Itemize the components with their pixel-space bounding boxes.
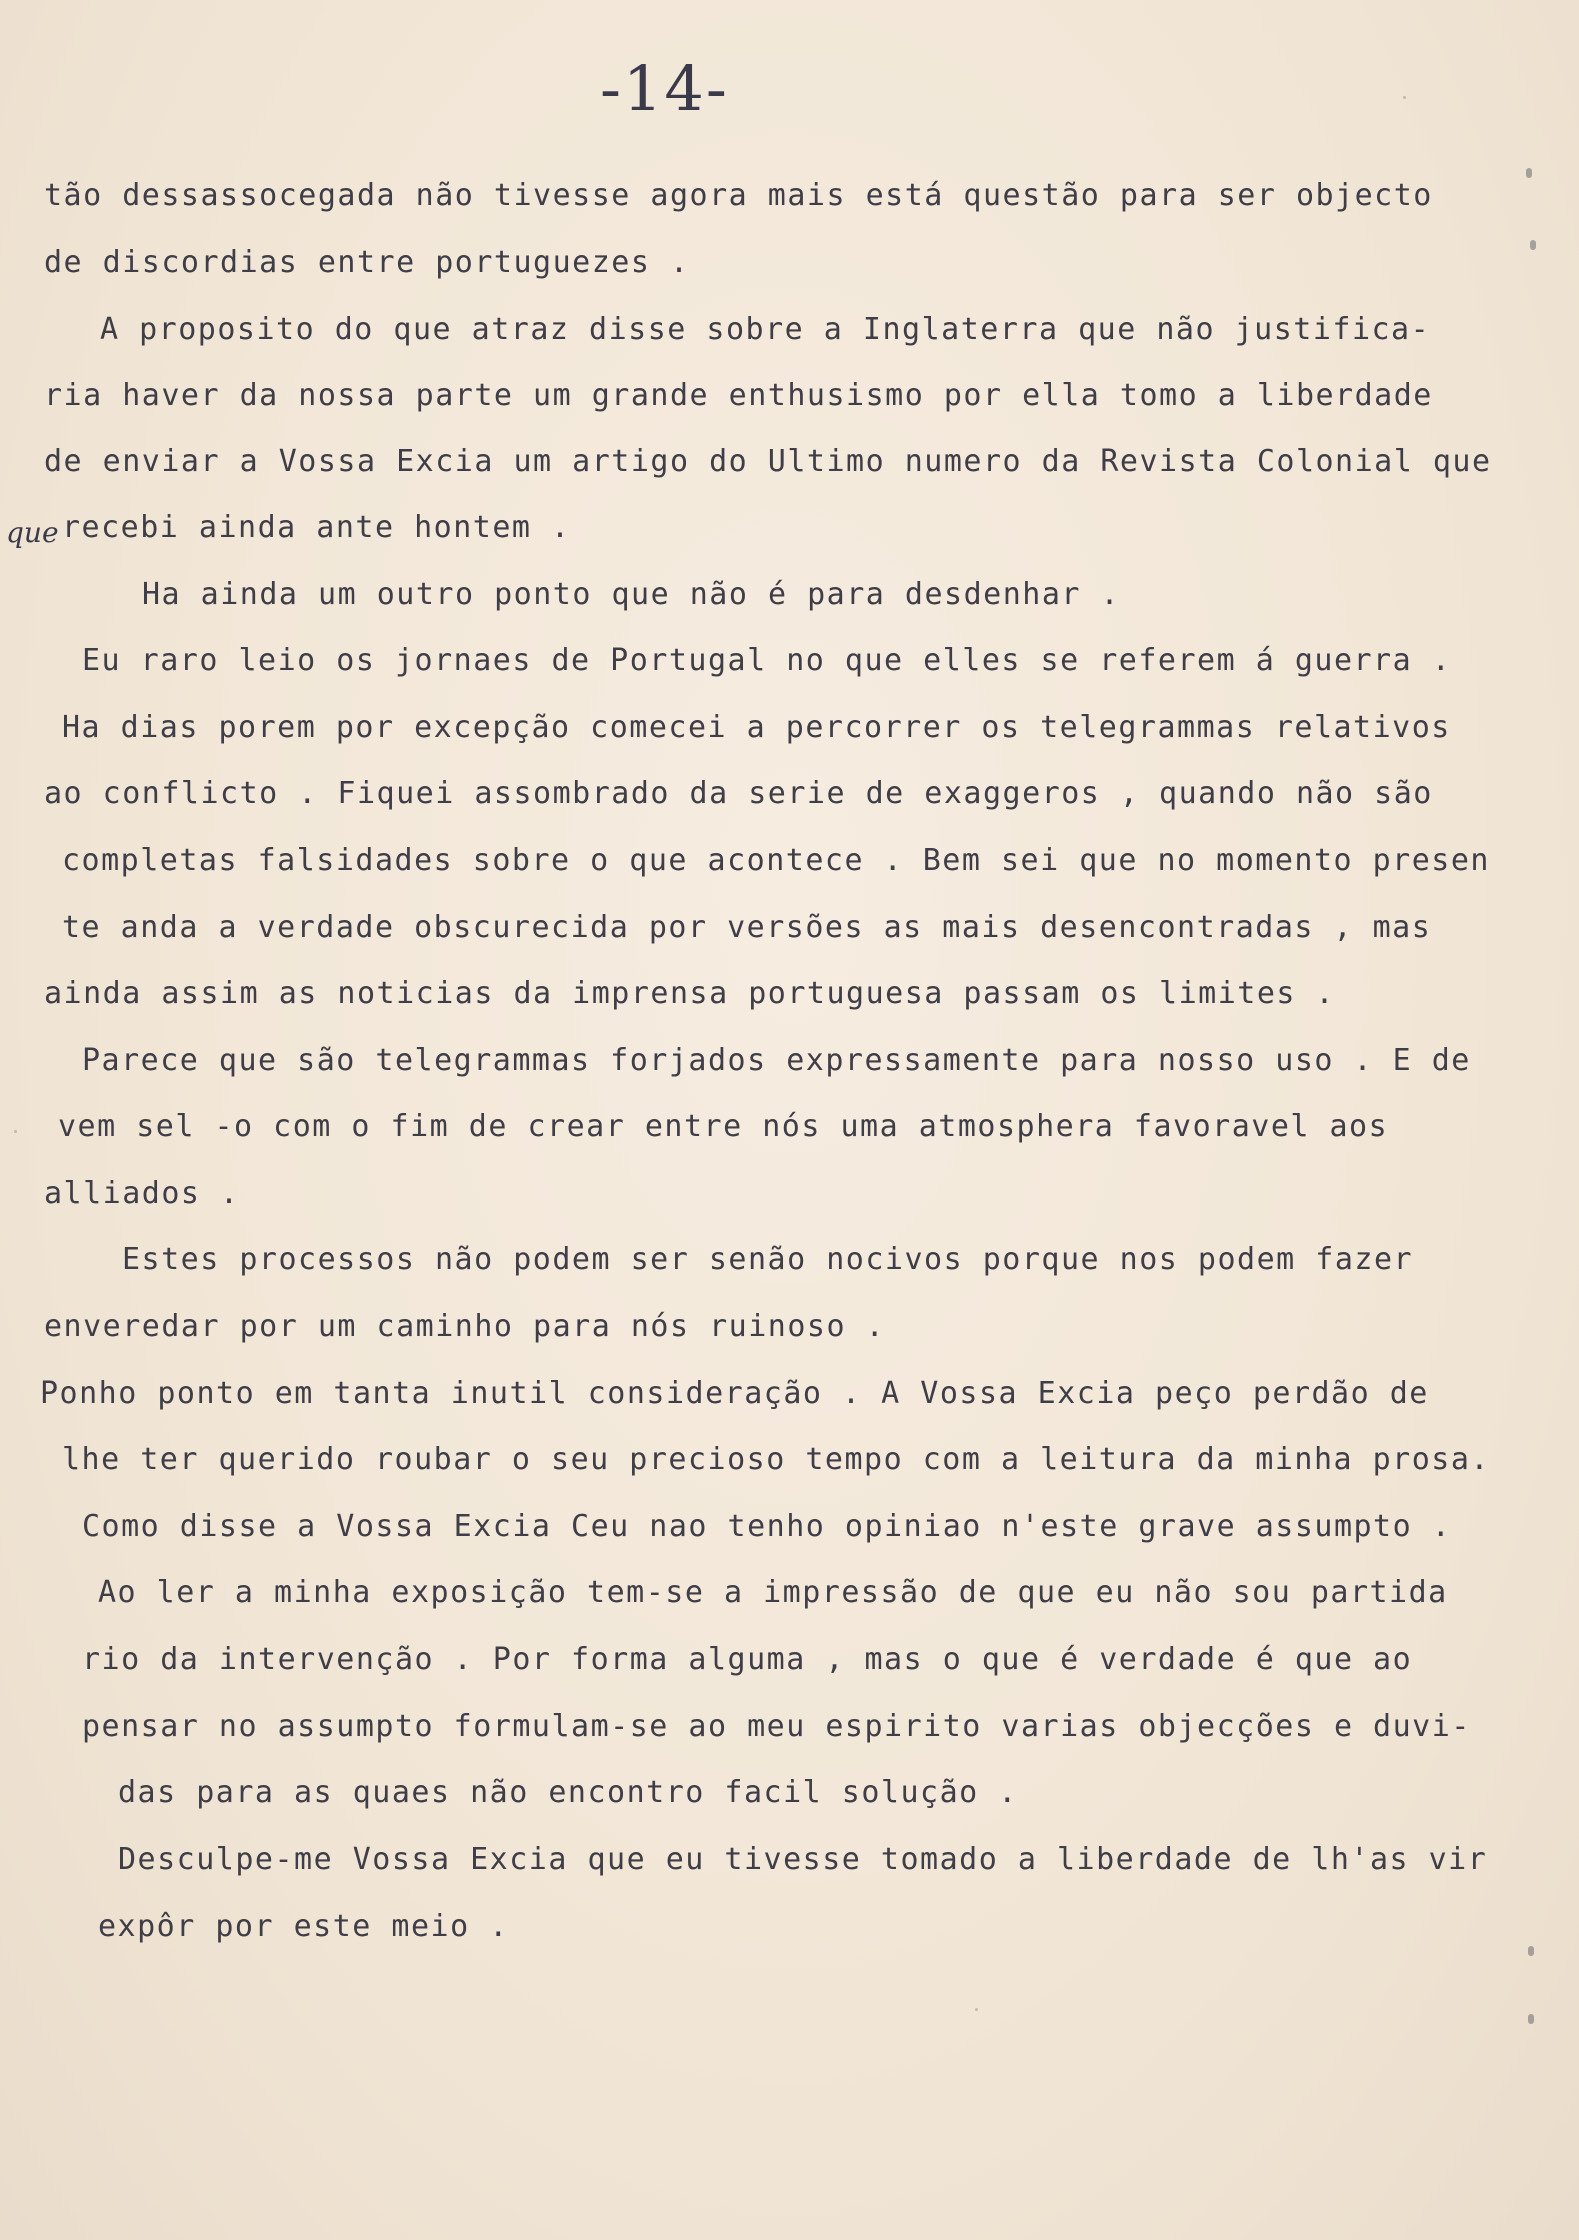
text-line: rio da intervenção . Por forma alguma , mas o que é verdade é que ao bbox=[82, 1642, 1413, 1677]
margin-mark bbox=[1530, 240, 1536, 250]
text-line: Estes processos não podem ser senão nocivos porque nos podem fazer bbox=[122, 1242, 1414, 1277]
text-line: enveredar por um caminho para nós ruinoso . bbox=[44, 1309, 886, 1344]
text-line: Como disse a Vossa Excia Ceu nao tenho opiniao n'este grave assumpto . bbox=[82, 1509, 1452, 1544]
text-line: ainda assim as noticias da imprensa portuguesa passam os limites . bbox=[44, 976, 1336, 1011]
paper-speck bbox=[1403, 96, 1406, 99]
paper-speck bbox=[14, 1130, 17, 1133]
text-line: lhe ter querido roubar o seu precioso tempo com a leitura da minha prosa. bbox=[62, 1442, 1490, 1477]
text-line: Ha ainda um outro ponto que não é para desdenhar . bbox=[142, 577, 1121, 612]
text-line: alliados . bbox=[44, 1176, 240, 1211]
text-line: Ponho ponto em tanta inutil consideração . A Vossa Excia peço perdão de bbox=[40, 1376, 1429, 1411]
text-line: Ha dias porem por excepção comecei a percorrer os telegrammas relativos bbox=[62, 710, 1451, 745]
text-line: Desculpe-me Vossa Excia que eu tivesse tomado a liberdade de lh'as vir bbox=[118, 1842, 1488, 1877]
text-line: Parece que são telegrammas forjados expressamente para nosso uso . E de bbox=[82, 1043, 1471, 1078]
text-line: ria haver da nossa parte um grande enthusismo por ella tomo a liberdade bbox=[44, 378, 1433, 413]
paper-speck bbox=[975, 2008, 978, 2011]
text-line: recebi ainda ante hontem . bbox=[62, 510, 571, 545]
text-line: A proposito do que atraz disse sobre a Inglaterra que não justifica- bbox=[100, 312, 1431, 347]
text-line: completas falsidades sobre o que acontece . Bem sei que no momento presen bbox=[62, 843, 1490, 878]
text-line: Ao ler a minha exposição tem-se a impressão de que eu não sou partida bbox=[98, 1575, 1448, 1610]
text-line: ao conflicto . Fiquei assombrado da serie de exaggeros , quando não são bbox=[44, 776, 1433, 811]
text-line: te anda a verdade obscurecida por versões as mais desencontradas , mas bbox=[62, 910, 1432, 945]
text-line: de discordias entre portuguezes . bbox=[44, 245, 690, 280]
text-line: Eu raro leio os jornaes de Portugal no que elles se referem á guerra . bbox=[82, 643, 1452, 678]
margin-mark bbox=[1528, 1946, 1534, 1956]
text-line: tão dessassocegada não tivesse agora mais está questão para ser objecto bbox=[44, 178, 1433, 213]
text-line: das para as quaes não encontro facil solução . bbox=[118, 1775, 1018, 1810]
text-line: expôr por este meio . bbox=[98, 1909, 509, 1944]
text-line: pensar no assumpto formulam-se ao meu espirito varias objecções e duvi- bbox=[82, 1709, 1471, 1744]
margin-note-handwritten: que bbox=[6, 516, 59, 549]
margin-mark bbox=[1528, 2014, 1534, 2024]
text-line: vem sel -o com o fim de crear entre nós uma atmosphera favoravel aos bbox=[58, 1109, 1389, 1144]
margin-mark bbox=[1526, 168, 1532, 178]
text-line: de enviar a Vossa Excia um artigo do Ultimo numero da Revista Colonial que bbox=[44, 444, 1492, 479]
page-number: -14- bbox=[600, 52, 729, 125]
